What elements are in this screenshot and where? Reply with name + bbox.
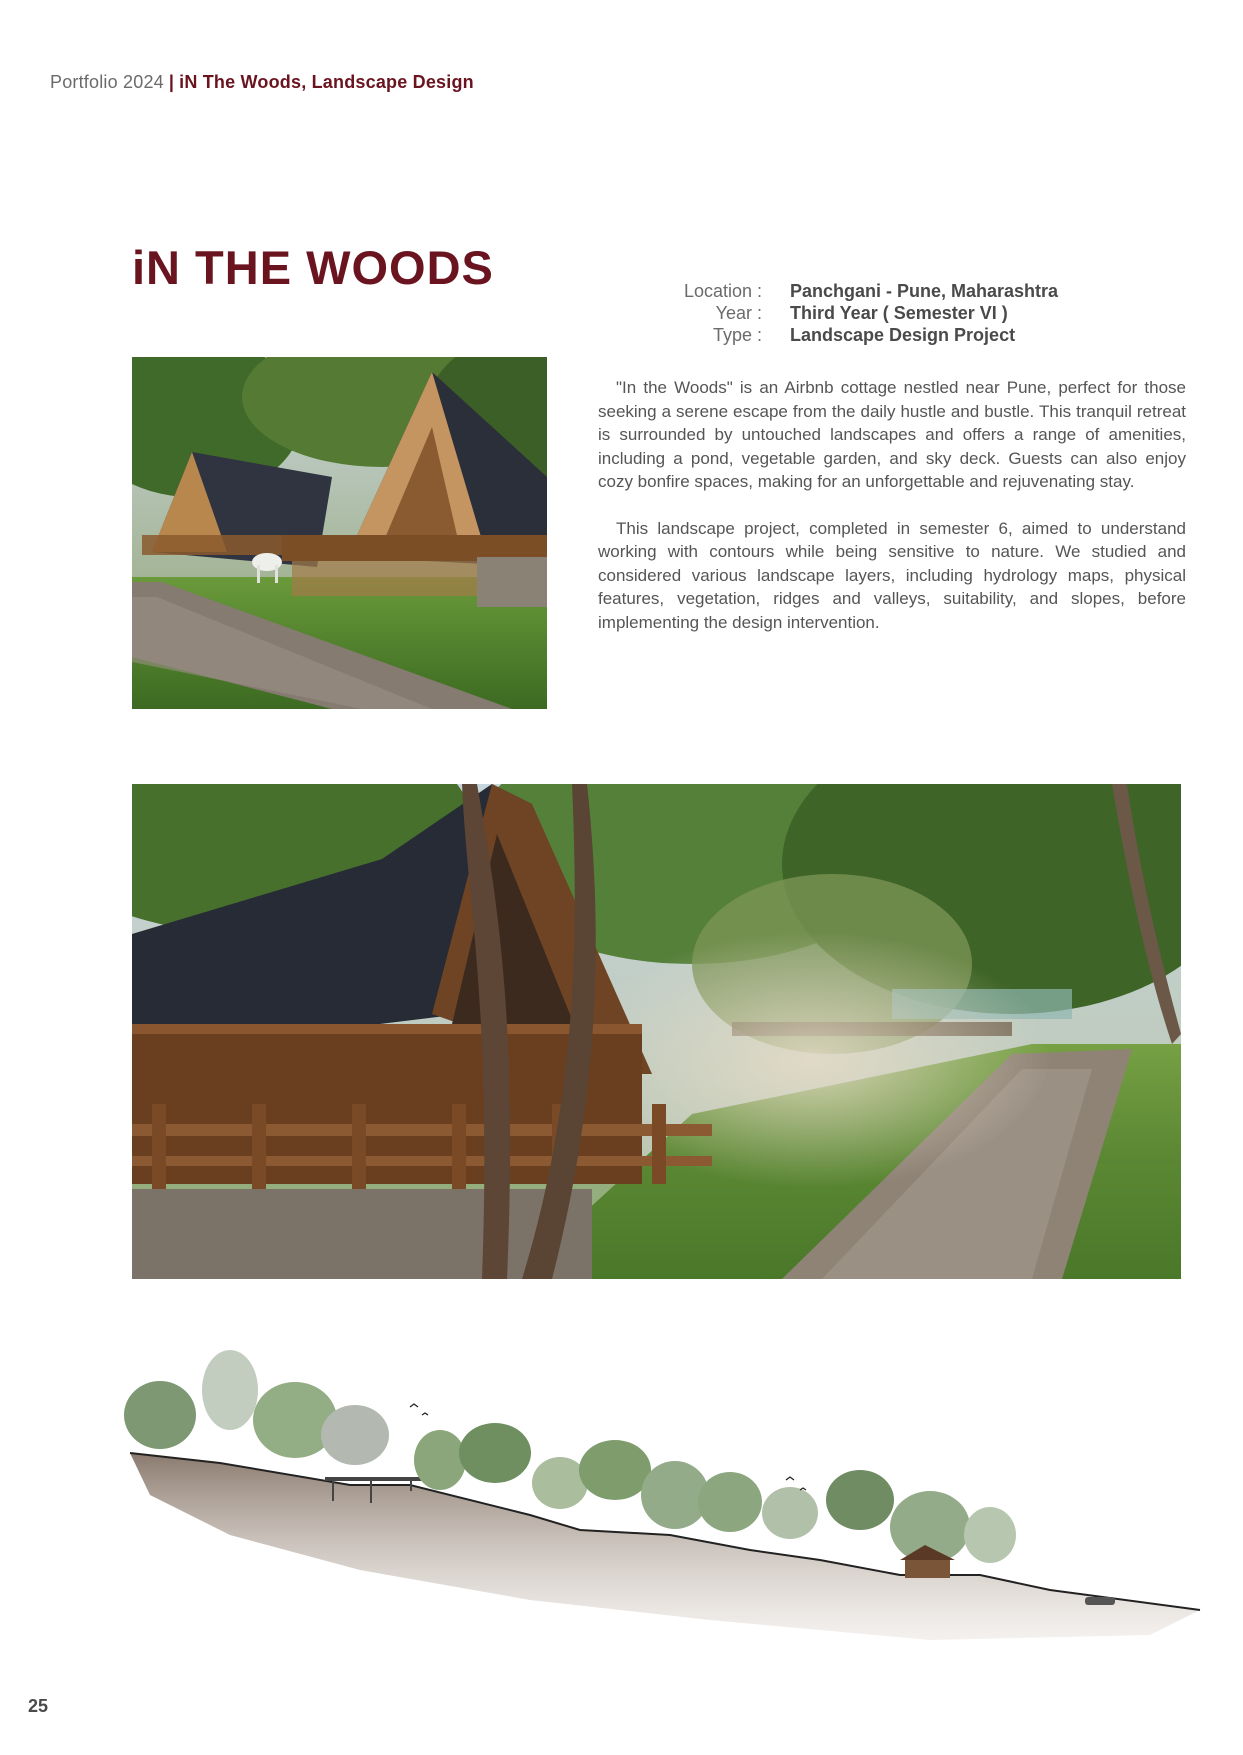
portfolio-label: Portfolio 2024: [50, 72, 164, 92]
project-meta: [640, 280, 1058, 346]
a-frame-cottages-image: [132, 357, 547, 709]
project-description: [598, 376, 1186, 657]
description-paragraph: "In the Woods" is an Airbnb cottage nestled near Pune, perfect for those seeking a serene escape from the daily hustle and bustle. This tranquil retreat is surrounded by untouched landscapes and offers a range of amenities, including a pond, vegetable garden, and sky deck. Guests can also enjoy cozy bonfire spaces, making for an unforgettable and rejuvenating stay.: [598, 378, 1186, 491]
render-a-frame-cottages: [132, 357, 547, 709]
meta-key: Type :: [712, 325, 762, 345]
meta-key: Location :: [683, 281, 762, 301]
meta-row-type: [640, 324, 1058, 346]
page-number: 25: [28, 1696, 49, 1716]
forest-cabin-image: [132, 784, 1181, 1279]
meta-value: Panchgani - Pune, Maharashtra: [790, 281, 1059, 301]
meta-key: Year :: [715, 303, 762, 323]
landscape-section-drawing: [110, 1335, 1205, 1645]
meta-value: Landscape Design Project: [790, 325, 1016, 345]
running-header: [50, 72, 474, 93]
meta-row-location: [640, 280, 1058, 302]
description-paragraph: This landscape project, completed in semester 6, aimed to understand working with contours while being sensitive to nature. We studied and considered various landscape layers, including hydrology maps, physical features, vegetation, ridges and valleys, suitability, and slopes, before implementing the design intervention.: [598, 518, 1186, 632]
meta-row-year: [640, 302, 1058, 324]
section-label: iN The Woods, Landscape Design: [179, 72, 474, 92]
section-drawing-image: [110, 1335, 1205, 1645]
render-forest-cabin: [132, 784, 1181, 1279]
meta-value: Third Year ( Semester VI ): [790, 303, 1008, 323]
page-title: iN THE WOODS: [132, 241, 494, 294]
header-separator: |: [168, 72, 175, 92]
